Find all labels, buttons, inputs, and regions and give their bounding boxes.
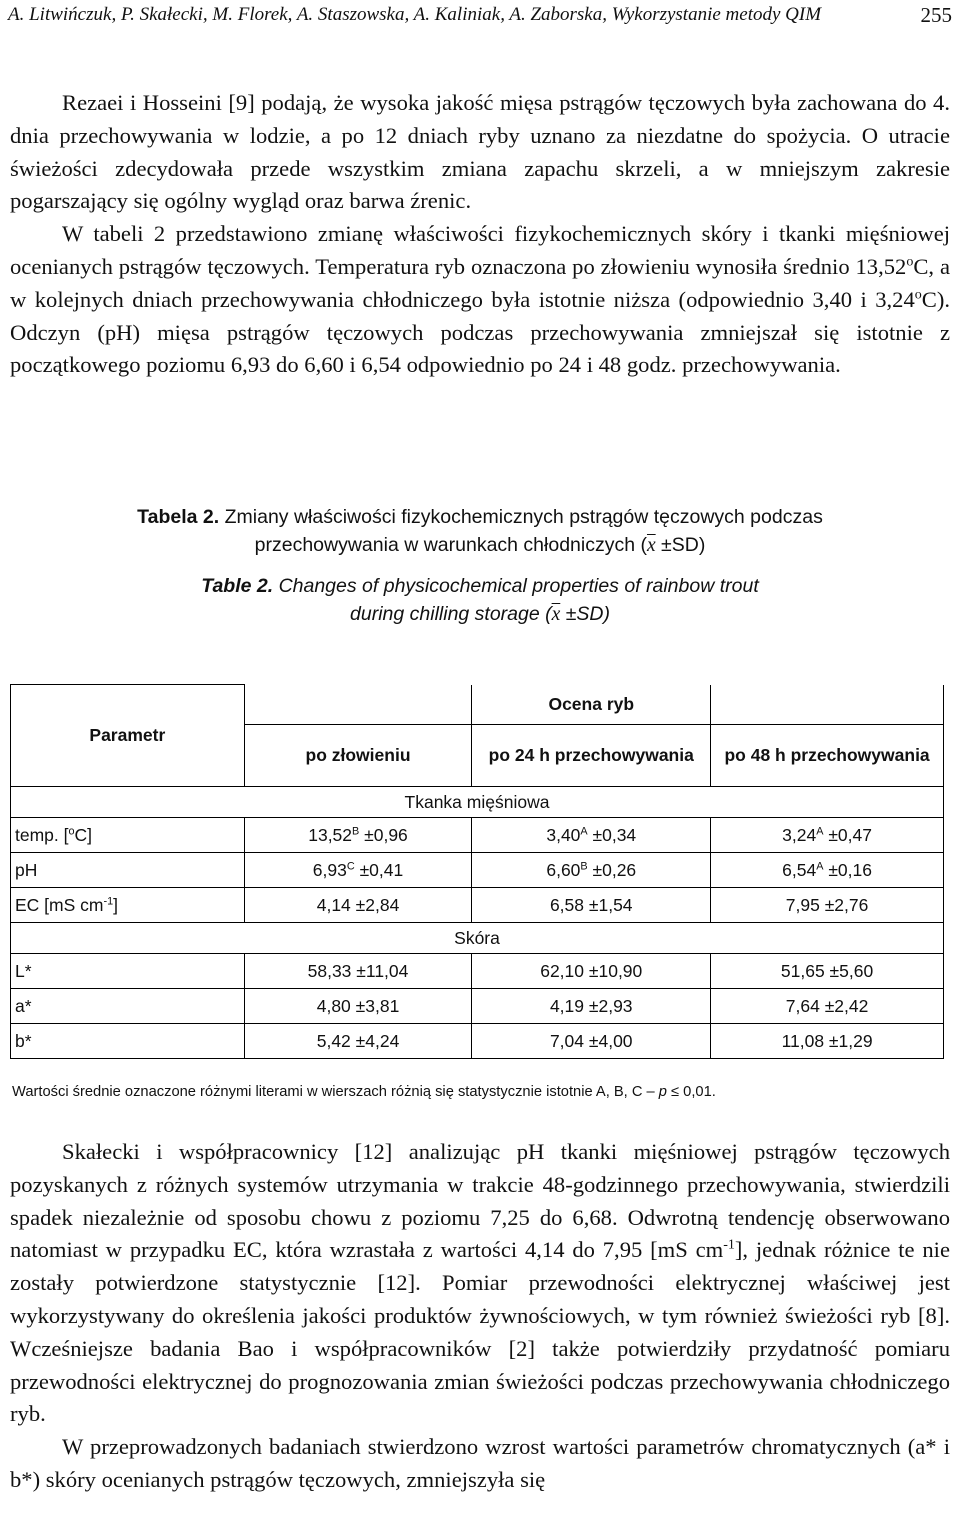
table-row: a* 4,80 ±3,81 4,19 ±2,93 7,64 ±2,42 (11, 989, 944, 1024)
table-caption-polish: Tabela 2. Zmiany właściwości fizykochemicznych pstrągów tęczowych podczas przechowywania w warunkach chłodniczych $(\overline{x} \pm SD)$ (137, 506, 823, 556)
caption-label: Tabela 2. (137, 506, 220, 528)
header-po-24h: po 24 h przechowywania (472, 725, 711, 787)
physicochemical-table (10, 684, 944, 1059)
body-text-bottom (10, 1136, 950, 1497)
section-skin: Skóra (11, 923, 944, 954)
table-row: L* 58,33 ±11,04 62,10 ±10,90 51,65 ±5,60 (11, 954, 944, 989)
table-row: b* 5,42 ±4,24 7,04 ±4,00 11,08 ±1,29 (11, 1024, 944, 1059)
header-parametr: Parametr (11, 685, 245, 787)
paragraph-chromatic: W przeprowadzonych badaniach stwierdzono wzrost wartości parametrów chromatycznych (a* i b*) skóry ocenianych pstrągów tęczowych, zmniejszyła się (10, 1434, 950, 1492)
header-po-48h: po 48 h przechowywania (711, 725, 944, 787)
table-caption-english: Table 2. Changes of physicochemical properties of rainbow trout during chilling storage $(\overline{x} \pm SD)$ (201, 575, 759, 625)
header-po-zlowieniu: po złowieniu (244, 725, 472, 787)
table-row: pH $6,93^C \pm 0,41$ $6,60^B \pm 0,26$ $6,54^A \pm 0,16$ (11, 853, 944, 888)
running-header (8, 2, 952, 28)
paragraph-skalecki: Skałecki i współpracownicy [12] analizując pH tkanki mięśniowej pstrągów tęczowych pozyskanych z różnych systemów utrzymania w trakcie 48-godzinnego przechowywania, stwierdzili spadek niezależnie od sposobu chowu z poziomu 7,25 do 6,68. Odwrotną tendencję obserwowano natomiast w przypadku EC, która wzrastała z wartości 4,14 do 7,95 [mS $cm^{-1}$], jednak różnice te nie zostały potwierdzone statystycznie [12]. Pomiar przewodności elektrycznej właściwej jest wykorzystywany do określenia jakości produktów żywnościowych, w tym również świeżości ryb [8]. Wcześniejsze badania Bao i współpracowników [2] także potwierdziły przydatność pomiaru przewodności elektrycznej do prognozowania zmian świeżości podczas przechowywania chłodniczego ryb. (10, 1139, 950, 1427)
paragraph-table-intro: W tabeli 2 przedstawiono zmianę właściwości fizykochemicznych skóry i tkanki mięśniowej ocenianych pstrągów tęczowych. Temperatura ryb oznaczona po złowieniu wynosiła średnio 13,52$^o$C, a w kolejnych dniach przechowywania chłodniczego była istotnie niższa (odpowiednio 3,40 i 3,24$^o$C). Odczyn (pH) mięsa pstrągów tęczowych podczas przechowywania zmniejszał się istotnie z początkowego poziomu 6,93 do 6,60 i 6,54 odpowiednio po 24 i 48 godz. przechowywania. (10, 221, 950, 378)
body-text-top (10, 87, 950, 382)
mean-symbol: $\overline{x}$ (551, 604, 561, 625)
header-authors: A. Litwińczuk, P. Skałecki, M. Florek, A. Staszowska, A. Kaliniak, A. Zaborska, Wykorzystanie metody QIM (8, 4, 822, 25)
page-number: 255 (920, 3, 952, 27)
table-row: temp. [$^o$C] $13,52^B \pm 0,96$ $3,40^A \pm 0,34$ $3,24^A \pm 0,47$ (11, 818, 944, 853)
header-ocena-ryb: Ocena ryb (472, 685, 711, 725)
section-muscle: Tkanka mięśniowa (11, 787, 944, 818)
table-footnote: Wartości średnie oznaczone różnymi literami w wierszach różnią się statystycznie istotnie A, B, C – p ≤ 0,01. (12, 1084, 716, 1100)
paragraph-rezaei: Rezaei i Hosseini [9] podają, że wysoka jakość mięsa pstrągów tęczowych była zachowana do 4. dnia przechowywania w lodzie, a po 12 dniach ryby uznano za niezdatne do spożycia. O utracie świeżości zdecydowała przede wszystkim zmiana zapachu skrzeli, a w mniejszym zakresie pogarszający się ogólny wygląd oraz barwa źrenic. (10, 90, 950, 214)
mean-symbol: $\overline{x}$ (646, 535, 656, 556)
table-row: EC [mS $cm^{-1}$] 4,14 ±2,84 6,58 ±1,54 7,95 ±2,76 (11, 888, 944, 923)
caption-label: Table 2. (201, 575, 274, 597)
